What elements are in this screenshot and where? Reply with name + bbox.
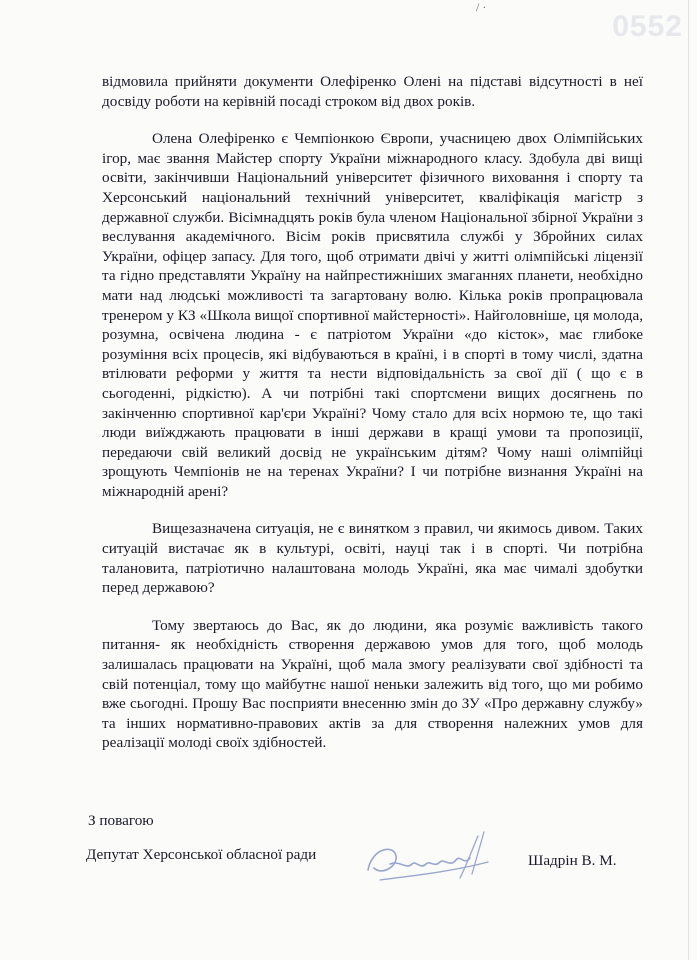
paragraph-4: Тому звертаюсь до Вас, як до людини, яка розуміє важливість такого питання- як необхідність створення державою умов для того, щоб молодь залишалась працювати на Україні, щоб мала змогу реалізувати свої здібності та свій потенціал, тому що майбутнє нашої неньки залежить від того, що ми робимо вже сьогодні. Прошу Вас посприяти внесенню змін до ЗУ «Про державну службу» та інших нормативно-правових актів за для створення належних умов для реалізації молоді своїх здібностей. [102,616,643,752]
paragraph-2: Олена Олефіренко є Чемпіонкою Європи, учасницею двох Олімпійських ігор, має звання Майстер спорту України міжнародного класу. Здобула дві вищі освіти, закінчивши Національний університет фізичного виховання і спорту та Херсонський національний технічний університет, кваліфікація магістр з державної служби. Вісімнадцять років була членом Національної збірної України з веслування академічного. Вісім років присвятила службі у Збройних силах України, офіцер запасу. Для того, щоб отримати двічі у житті олімпійські ліцензії та гідно представляти Україну на найпрестижніших змаганнях планети, необхідно мати над людські можливості та загартовану волю. Кілька років пропрацювала тренером у КЗ «Школа вищої спортивної майстерності». Найголовніше, ця молода, розумна, освічена людина - є патріотом України «до кісток», має глибоке розуміння всіх процесів, які відбуваються в країні, і в спорті в тому числі, здатна втілювати реформи у життя та нести відповідальність за свої дії ( що є в сьогоденні, рідкістю). А чи потрібні такі спортсмени вищих досягнень по закінченню спортивної кар'єри Україні? Чому стало для всіх нормою те, що такі люди виїжджають працювати в інші держави в кращі умови та пропозиції, передаючи свій великий досвід не українським дітям? Чому наші олімпійці зрощують Чемпіонів не на теренах України? І чи потрібне визнання Україні на міжнародній арені? [102,130,643,500]
letter-body [102,72,643,753]
paragraph-3: Вищезазначена ситуація, не є винятком з правил, чи якимось дивом. Таких ситуацій вистачає як в культурі, освіті, науці так і в спорті. Чи потрібна талановита, патріотично налаштована молодь Україні, яка має чималі здобутки перед державою? [102,520,643,597]
scan-edge-line [688,0,689,960]
site-watermark: 0552 [612,10,683,43]
closing-salutation: З повагою [88,812,154,829]
scan-marks: / · [476,0,487,14]
handwritten-signature [360,826,510,886]
paragraph-1: відмовила прийняти документи Олефіренко Олені на підставі відсутності в неї досвіду роботи на керівній посаді строком від двох років. [102,73,643,110]
signer-position: Депутат Херсонської обласної ради [86,846,317,863]
signer-name: Шадрін В. М. [528,852,617,869]
